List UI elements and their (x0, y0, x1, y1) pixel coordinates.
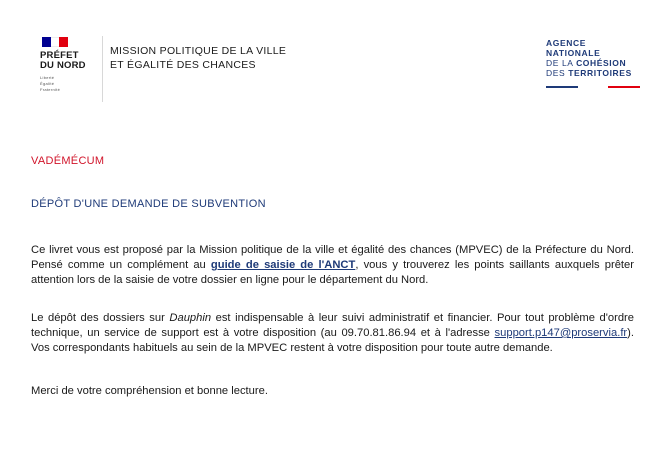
devise: Liberté Égalité Fraternité (40, 75, 61, 92)
intro-paragraph: Ce livret vous est proposé par la Mission politique de la ville et égalité des chances (MPVEC) de la Préfecture du Nord. Pensé comme un complément au guide de saisie de l'ANCT, vous y trouverez les points saillants auxquels prêter attention lors de la saisie de votre dossier en ligne pour le département du Nord. (31, 244, 634, 286)
prefet-title: PRÉFET DU NORD (40, 50, 86, 71)
support-email-link[interactable]: support.p147@proservia.fr (494, 327, 628, 339)
prefet-logo (40, 37, 96, 93)
marianne-flag-icon (42, 37, 68, 47)
closing-paragraph: Merci de votre compréhension et bonne lecture. (31, 385, 268, 397)
anct-guide-link[interactable]: guide de saisie de l'ANCT (210, 259, 356, 271)
header-divider (102, 36, 103, 102)
page-title: VADÉMÉCUM (31, 155, 105, 167)
anct-logo-bars (546, 86, 642, 88)
support-paragraph: Le dépôt des dossiers sur Dauphin est indispensable à leur suivi administratif et financier. Pour tout problème d'ordre technique, un service de support est à votre disposition (au 09.70.81.86.94 et à l'adresse support.p147@proservia.fr). Vos correspondants habituels au sein de la MPVEC restent à votre disposition pour toute autre demande. (31, 312, 634, 354)
mission-title: MISSION POLITIQUE DE LA VILLE ET ÉGALITÉ DES CHANCES (110, 45, 287, 71)
page-subtitle: DÉPÔT D'UNE DEMANDE DE SUBVENTION (31, 198, 266, 210)
anct-logo: AGENCE NATIONALE DE LA COHÉSION DES TERRITOIRES (546, 38, 632, 78)
